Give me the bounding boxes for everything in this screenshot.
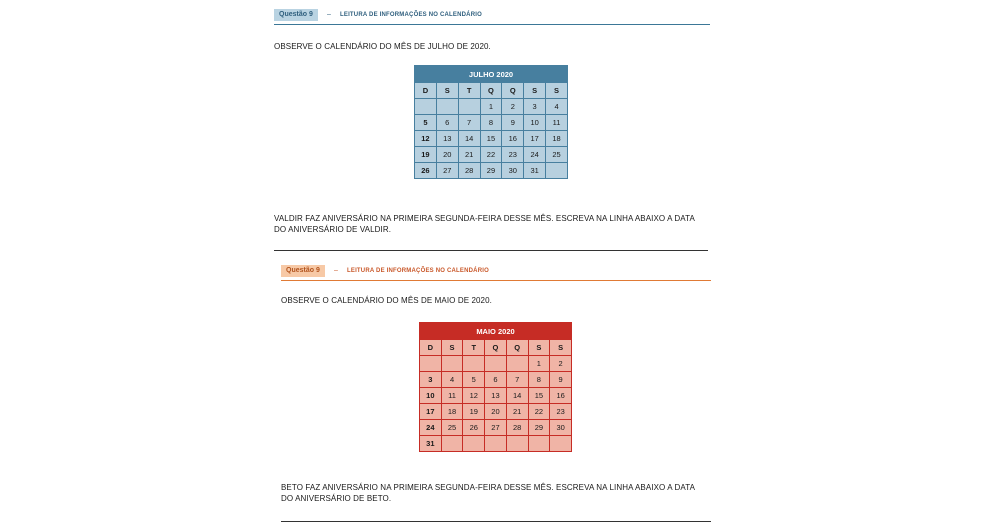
calendar-day-cell bbox=[458, 99, 480, 115]
calendar-day-cell: 21 bbox=[458, 147, 480, 163]
calendar-day-cell: 13 bbox=[485, 388, 507, 404]
calendar-week-row bbox=[420, 436, 572, 452]
calendar-day-cell: 18 bbox=[546, 131, 568, 147]
question-line-2: DO ANIVERSÁRIO DE BETO. bbox=[281, 494, 392, 503]
calendar-day-cell: 12 bbox=[415, 131, 437, 147]
calendar-day-cell: 11 bbox=[441, 388, 463, 404]
calendar-july bbox=[414, 65, 568, 179]
calendar-day-cell: 7 bbox=[458, 115, 480, 131]
question-separator: – bbox=[334, 267, 338, 274]
calendar-may bbox=[419, 322, 572, 452]
calendar-day-cell: 26 bbox=[463, 420, 485, 436]
calendar-day-cell: 12 bbox=[463, 388, 485, 404]
instruction-text: OBSERVE O CALENDÁRIO DO MÊS DE MAIO DE 2020. bbox=[281, 296, 492, 305]
weekday-header: Q bbox=[502, 83, 524, 99]
calendar-day-cell bbox=[415, 99, 437, 115]
calendar-day-cell: 20 bbox=[436, 147, 458, 163]
calendar-day-cell: 29 bbox=[528, 420, 550, 436]
calendar-day-cell: 4 bbox=[441, 372, 463, 388]
weekday-header: S bbox=[524, 83, 546, 99]
weekday-header: T bbox=[463, 340, 485, 356]
calendar-day-cell: 22 bbox=[480, 147, 502, 163]
calendar-day-cell: 28 bbox=[506, 420, 528, 436]
weekday-header: Q bbox=[485, 340, 507, 356]
calendar-day-cell: 17 bbox=[420, 404, 442, 420]
calendar-day-cell: 15 bbox=[480, 131, 502, 147]
calendar-day-cell: 20 bbox=[485, 404, 507, 420]
calendar-week-row bbox=[420, 372, 572, 388]
weekday-header: S bbox=[546, 83, 568, 99]
calendar-day-cell bbox=[420, 356, 442, 372]
calendar-day-cell: 6 bbox=[485, 372, 507, 388]
calendar-day-cell: 18 bbox=[441, 404, 463, 420]
calendar-day-cell: 24 bbox=[420, 420, 442, 436]
weekday-header: D bbox=[420, 340, 442, 356]
calendar-day-cell: 21 bbox=[506, 404, 528, 420]
calendar-week-row bbox=[420, 420, 572, 436]
calendar-table bbox=[419, 322, 572, 452]
calendar-day-cell: 4 bbox=[546, 99, 568, 115]
calendar-day-cell bbox=[436, 99, 458, 115]
calendar-day-cell: 28 bbox=[458, 163, 480, 179]
calendar-day-cell: 8 bbox=[480, 115, 502, 131]
calendar-day-cell: 9 bbox=[550, 372, 572, 388]
calendar-table bbox=[414, 65, 568, 179]
calendar-day-cell: 1 bbox=[480, 99, 502, 115]
calendar-day-cell: 27 bbox=[436, 163, 458, 179]
calendar-week-row bbox=[420, 356, 572, 372]
calendar-day-cell: 31 bbox=[420, 436, 442, 452]
calendar-day-cell: 19 bbox=[463, 404, 485, 420]
calendar-day-cell: 8 bbox=[528, 372, 550, 388]
question-line-1: VALDIR FAZ ANIVERSÁRIO NA PRIMEIRA SEGUNDA-FEIRA DESSE MÊS. ESCREVA NA LINHA ABAIXO A DATA bbox=[274, 214, 695, 223]
answer-line[interactable] bbox=[281, 521, 711, 522]
calendar-week-row bbox=[415, 99, 568, 115]
calendar-day-cell: 31 bbox=[524, 163, 546, 179]
calendar-day-cell: 27 bbox=[485, 420, 507, 436]
weekday-header-row bbox=[420, 340, 572, 356]
calendar-day-cell: 2 bbox=[550, 356, 572, 372]
calendar-body bbox=[415, 83, 568, 179]
calendar-day-cell: 14 bbox=[458, 131, 480, 147]
calendar-day-cell: 14 bbox=[506, 388, 528, 404]
calendar-day-cell: 16 bbox=[550, 388, 572, 404]
instruction-text: OBSERVE O CALENDÁRIO DO MÊS DE JULHO DE 2020. bbox=[274, 42, 491, 51]
question-line-1: BETO FAZ ANIVERSÁRIO NA PRIMEIRA SEGUNDA-FEIRA DESSE MÊS. ESCREVA NA LINHA ABAIXO A DATA bbox=[281, 483, 696, 492]
calendar-day-cell: 3 bbox=[420, 372, 442, 388]
calendar-day-cell: 11 bbox=[546, 115, 568, 131]
weekday-header: S bbox=[528, 340, 550, 356]
calendar-day-cell: 26 bbox=[415, 163, 437, 179]
calendar-day-cell bbox=[485, 436, 507, 452]
calendar-day-cell: 30 bbox=[502, 163, 524, 179]
weekday-header: S bbox=[441, 340, 463, 356]
calendar-day-cell: 30 bbox=[550, 420, 572, 436]
calendar-week-row bbox=[420, 404, 572, 420]
calendar-day-cell: 7 bbox=[506, 372, 528, 388]
weekday-header-row bbox=[415, 83, 568, 99]
question-number: Questão 9 bbox=[281, 265, 325, 277]
calendar-day-cell: 10 bbox=[420, 388, 442, 404]
question-line-2: DO ANIVERSÁRIO DE VALDIR. bbox=[274, 225, 392, 234]
calendar-title: MAIO 2020 bbox=[420, 323, 572, 340]
calendar-day-cell bbox=[463, 436, 485, 452]
calendar-day-cell: 6 bbox=[436, 115, 458, 131]
calendar-week-row bbox=[415, 131, 568, 147]
calendar-day-cell: 25 bbox=[441, 420, 463, 436]
calendar-week-row bbox=[415, 163, 568, 179]
calendar-body bbox=[420, 340, 572, 452]
calendar-day-cell: 29 bbox=[480, 163, 502, 179]
calendar-day-cell: 22 bbox=[528, 404, 550, 420]
calendar-day-cell: 16 bbox=[502, 131, 524, 147]
calendar-day-cell: 13 bbox=[436, 131, 458, 147]
question-text bbox=[281, 482, 721, 504]
calendar-day-cell bbox=[506, 356, 528, 372]
weekday-header: Q bbox=[480, 83, 502, 99]
calendar-week-row bbox=[420, 388, 572, 404]
calendar-day-cell bbox=[528, 436, 550, 452]
calendar-day-cell bbox=[546, 163, 568, 179]
calendar-day-cell: 17 bbox=[524, 131, 546, 147]
calendar-title: JULHO 2020 bbox=[415, 66, 568, 83]
question-topic: LEITURA DE INFORMAÇÕES NO CALENDÁRIO bbox=[340, 12, 482, 18]
answer-line[interactable] bbox=[274, 250, 708, 251]
weekday-header: T bbox=[458, 83, 480, 99]
calendar-day-cell bbox=[441, 436, 463, 452]
calendar-day-cell bbox=[485, 356, 507, 372]
calendar-day-cell: 23 bbox=[502, 147, 524, 163]
question-header bbox=[274, 8, 710, 25]
calendar-day-cell: 10 bbox=[524, 115, 546, 131]
calendar-day-cell bbox=[506, 436, 528, 452]
calendar-day-cell: 2 bbox=[502, 99, 524, 115]
calendar-day-cell: 9 bbox=[502, 115, 524, 131]
calendar-week-row bbox=[415, 115, 568, 131]
calendar-day-cell: 24 bbox=[524, 147, 546, 163]
calendar-day-cell bbox=[441, 356, 463, 372]
question-topic: LEITURA DE INFORMAÇÕES NO CALENDÁRIO bbox=[347, 268, 489, 274]
calendar-day-cell bbox=[463, 356, 485, 372]
calendar-day-cell: 23 bbox=[550, 404, 572, 420]
calendar-day-cell: 5 bbox=[415, 115, 437, 131]
question-header bbox=[281, 264, 711, 281]
question-block-july bbox=[274, 8, 710, 234]
weekday-header: S bbox=[550, 340, 572, 356]
calendar-day-cell: 1 bbox=[528, 356, 550, 372]
calendar-day-cell: 5 bbox=[463, 372, 485, 388]
weekday-header: S bbox=[436, 83, 458, 99]
question-number: Questão 9 bbox=[274, 9, 318, 21]
calendar-day-cell: 25 bbox=[546, 147, 568, 163]
question-block-may bbox=[281, 264, 711, 503]
question-separator: – bbox=[327, 11, 331, 18]
calendar-day-cell bbox=[550, 436, 572, 452]
calendar-week-row bbox=[415, 147, 568, 163]
calendar-day-cell: 3 bbox=[524, 99, 546, 115]
weekday-header: Q bbox=[506, 340, 528, 356]
weekday-header: D bbox=[415, 83, 437, 99]
question-text bbox=[274, 213, 714, 235]
calendar-day-cell: 15 bbox=[528, 388, 550, 404]
calendar-day-cell: 19 bbox=[415, 147, 437, 163]
